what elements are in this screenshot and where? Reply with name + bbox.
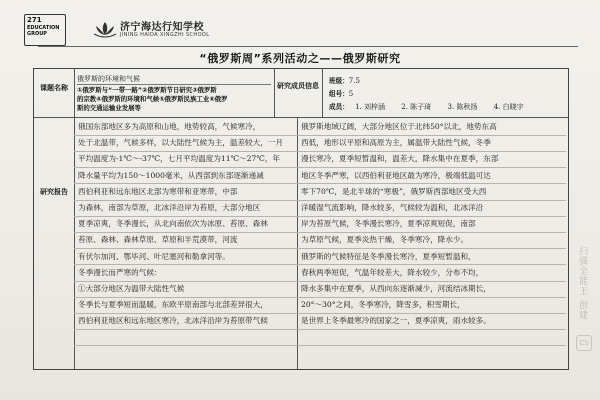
group-label: 组号：	[329, 90, 349, 98]
group-row	[329, 88, 353, 98]
class-value: 7.5	[348, 77, 360, 85]
report-text-line: 夏季凉爽，冬季漫长，从北向南依次为冰原、苔原、森林	[78, 219, 268, 229]
member-name: 3. 陈秋扬	[447, 103, 478, 111]
report-label: 研究报告	[40, 188, 68, 196]
lotus-logo-icon	[92, 20, 118, 38]
logo-number: 271	[27, 16, 42, 24]
report-text-line: 为森林，南部为草原，北冰洋沿岸为苔原，大部分地区	[78, 203, 261, 213]
report-text-line: 西低，地形以平原和高原为主，属温带大陆性气候，冬季	[301, 138, 491, 148]
report-text-line: 西伯利亚地区和远东地区寒冷，北冰洋沿岸为苔原带气候	[78, 316, 268, 326]
header-divider	[38, 46, 578, 47]
topic-label: 课题名称	[40, 84, 68, 92]
report-text-line: 处于北温带，气候多样，以大陆性气候为主，温差较大，一月	[78, 138, 284, 148]
report-column-divider	[297, 117, 298, 369]
column-divider	[274, 69, 275, 117]
school-header	[6, 2, 594, 48]
report-text-line: 地区冬季严寒，以西伯利亚地区最为寒冷，极端低温可达	[301, 170, 491, 180]
report-left-column	[78, 119, 294, 330]
members-cell	[326, 72, 566, 114]
report-text-line: 春秋两季短促，气温年较差大，降水较少，分布不均，	[301, 267, 484, 277]
report-text-line: 为草原气候，夏季炎热干燥，冬季寒冷，降水少。	[301, 235, 469, 245]
class-label: 班级：	[329, 77, 349, 85]
members-label: 研究成员信息	[277, 82, 319, 90]
report-text-line: 有伏尔加河、鄂毕河、叶尼塞河和勒拿河等。	[78, 251, 230, 261]
scanner-badge-icon: CS	[576, 335, 592, 351]
ruled-line	[74, 345, 566, 346]
member-name: 4. 白晓宇	[493, 103, 524, 111]
report-text-line: 苔原、森林、森林草原、草原和半荒漠带，河流	[78, 235, 238, 245]
scanner-watermark: 扫描全能王 创建	[577, 246, 587, 320]
members-row	[329, 101, 524, 112]
report-text-line: 20°～30°之间，冬季寒冷，降雪多，积雪期长，	[301, 300, 465, 310]
report-text-line: 是世界上冬季最寒冷的国家之一，夏季凉爽，雨水较多。	[301, 316, 491, 326]
member-name: 2. 陈子琦	[401, 103, 432, 111]
report-text-line: 俄罗斯地域辽阔，大部分地区位于北纬50°以北，地势东高	[301, 122, 497, 131]
members-prefix: 成员：	[329, 103, 349, 111]
group-value: 5	[348, 90, 354, 98]
topic-options	[77, 86, 273, 113]
column-divider	[74, 69, 75, 369]
row-divider	[34, 117, 568, 118]
topic-option-line: ①俄罗斯与“一带一路”②俄罗斯节日研究③俄罗斯	[77, 86, 217, 94]
member-name: 1. 刘梓涵	[355, 103, 385, 111]
report-text-line: 俄罗斯的气候特征是冬季漫长寒冷，夏季短暂温和，	[301, 251, 476, 261]
report-right-column	[301, 119, 564, 330]
topic-option-line: 的宗教④俄罗斯的环境和气候⑤俄罗斯民族工业⑥俄罗	[77, 95, 228, 103]
class-row	[329, 75, 360, 85]
report-text-line: 冬季长与夏季短而温暖，东欧平原南部与北部差异很大，	[78, 300, 268, 310]
report-text-line: 俄国东部地区多为高原和山地，地势较高，气候寒冷，	[78, 122, 261, 131]
topic-cell	[74, 72, 274, 114]
research-table	[33, 68, 569, 370]
topic-handwritten: 俄罗斯的环境和气候	[77, 74, 271, 85]
report-text-line: 岸为苔原气候，冬季漫长寒冷，夏季凉爽短促，南部	[301, 219, 476, 229]
report-text-line: 降水量平均为150～1000毫米，从西部到东部逐渐递减	[78, 170, 264, 180]
report-text-line: 洋暖湿气流影响，降水较多，气候较为温和，北冰洋沿	[301, 203, 484, 213]
page-title: “俄罗斯周”系列活动之——俄罗斯研究	[199, 52, 401, 65]
school-name-en: JINING HAIDA XINGZHI SCHOOL	[120, 32, 210, 38]
report-text-line: 西伯利亚和远东地区北部为寒带和亚寒带，中部	[78, 186, 238, 196]
report-text-line: ①大部分地区为温带大陆性气候	[78, 284, 185, 294]
report-text-line: 冬季漫长而严寒的气候：	[78, 267, 162, 277]
topic-option-line: 斯的交通运输业发展等	[77, 104, 141, 112]
report-text-line: 平均温度为-1℃～-37℃，七月平均温度为11℃～27℃，年	[78, 154, 281, 164]
report-text-line: 零下70℃，是北半球的“寒极”，俄罗斯西部地区受大西	[301, 186, 487, 196]
education-group-logo	[24, 14, 66, 46]
report-text-line: 漫长寒冷，夏季短暂温和，温差大，降水集中在夏季，东部	[301, 154, 499, 164]
school-name-cn: 济宁海达行知学校	[120, 22, 204, 33]
logo-subtitle: EDUCATION GROUP	[27, 25, 60, 37]
column-divider	[322, 69, 323, 117]
report-text-line: 降水多集中在夏季，从西向东逐渐减少，河流结冰期长，	[301, 284, 491, 294]
